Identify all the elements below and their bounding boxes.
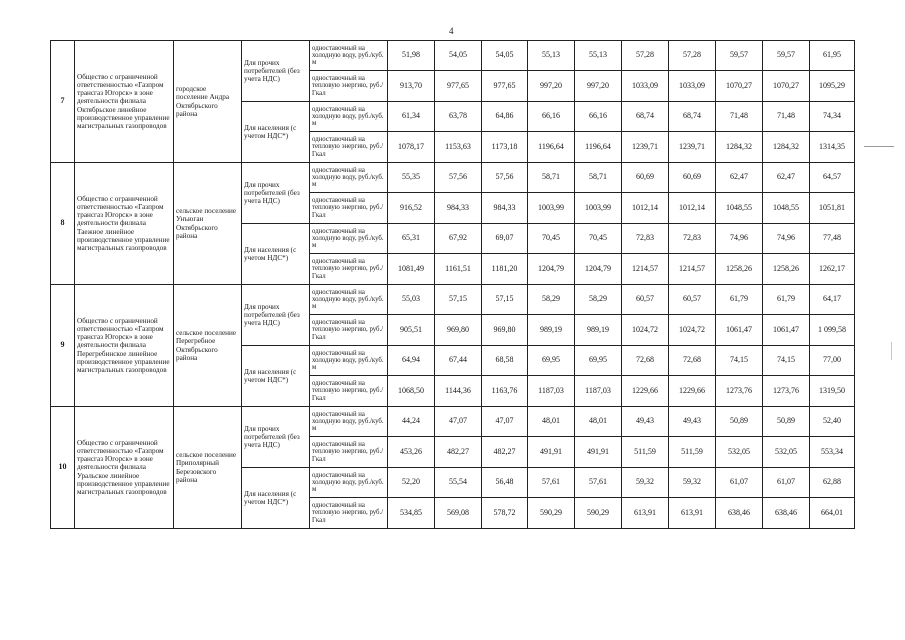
tariff-value: 613,91: [669, 498, 716, 529]
tariff-value: 64,86: [482, 102, 528, 132]
tariff-value: 66,16: [575, 102, 622, 132]
tariff-value: 1024,72: [622, 315, 669, 346]
tariff-value: 1196,64: [575, 132, 622, 163]
tariff-value: 1 099,58: [810, 315, 855, 346]
tariff-type: одноставочный на тепловую энергию, руб./ Гкал: [310, 315, 388, 346]
tariff-value: 1061,47: [763, 315, 810, 346]
tariff-value: 905,51: [388, 315, 435, 346]
tariff-value: 56,48: [482, 468, 528, 498]
tariff-value: 55,54: [435, 468, 482, 498]
tariff-type: одноставочный на холодную воду, руб./куб. м: [310, 41, 388, 71]
tariff-value: 1204,79: [575, 254, 622, 285]
tariff-type: одноставочный на холодную воду, руб./куб. м: [310, 346, 388, 376]
tariff-value: 68,74: [622, 102, 669, 132]
tariff-value: 61,79: [716, 285, 763, 315]
organization-name: Общество с ограниченной ответственностью «Газпром трансгаз Югорск» в зоне деятельности филиала Таежное линейное производственное управление магистральных газопроводов: [75, 163, 174, 285]
tariff-type: одноставочный на холодную воду, руб./куб. м: [310, 224, 388, 254]
tariff-value: 61,07: [716, 468, 763, 498]
tariff-value: 58,71: [575, 163, 622, 193]
tariff-value: 1144,36: [435, 376, 482, 407]
tariff-value: 1187,03: [528, 376, 575, 407]
tariff-value: 60,69: [622, 163, 669, 193]
tariff-value: 916,52: [388, 193, 435, 224]
tariff-value: 1048,55: [716, 193, 763, 224]
tariff-value: 50,89: [716, 407, 763, 437]
tariff-value: 578,72: [482, 498, 528, 529]
tariff-value: 1258,26: [763, 254, 810, 285]
tariff-value: 1081,49: [388, 254, 435, 285]
row-number: 10: [51, 407, 75, 529]
tariff-value: 68,58: [482, 346, 528, 376]
tariff-value: 1239,71: [669, 132, 716, 163]
tariff-value: 70,45: [528, 224, 575, 254]
tariff-value: 511,59: [669, 437, 716, 468]
tariff-value: 1070,27: [763, 71, 810, 102]
tariff-value: 70,45: [575, 224, 622, 254]
tariff-value: 74,96: [716, 224, 763, 254]
consumer-group: Для населения (с учетом НДС*): [242, 468, 310, 529]
tariff-value: 49,43: [622, 407, 669, 437]
tariff-value: 1163,76: [482, 376, 528, 407]
tariff-value: 1273,76: [763, 376, 810, 407]
tariff-value: 1214,57: [669, 254, 716, 285]
tariff-value: 977,65: [435, 71, 482, 102]
tariff-value: 50,89: [763, 407, 810, 437]
consumer-group: Для прочих потребителей (без учета НДС): [242, 41, 310, 102]
tariff-value: 482,27: [435, 437, 482, 468]
tariff-value: 1012,14: [669, 193, 716, 224]
tariff-value: 590,29: [528, 498, 575, 529]
tariff-value: 67,44: [435, 346, 482, 376]
tariff-value: 984,33: [435, 193, 482, 224]
tariff-value: 997,20: [575, 71, 622, 102]
tariff-type: одноставочный на тепловую энергию, руб./ Гкал: [310, 193, 388, 224]
tariff-value: 1095,29: [810, 71, 855, 102]
tariff-type: одноставочный на тепловую энергию, руб./ Гкал: [310, 254, 388, 285]
tariff-value: 491,91: [575, 437, 622, 468]
tariff-type: одноставочный на холодную воду, руб./куб. м: [310, 407, 388, 437]
tariff-value: 57,28: [622, 41, 669, 71]
table-row: [51, 285, 855, 315]
tariff-value: 453,26: [388, 437, 435, 468]
scan-mark: [864, 146, 894, 147]
settlement-name: сельское поселение Унъюган Октябрьского района: [174, 163, 242, 285]
consumer-group: Для прочих потребителей (без учета НДС): [242, 285, 310, 346]
tariff-value: 59,57: [716, 41, 763, 71]
tariff-value: 1196,64: [528, 132, 575, 163]
tariff-value: 49,43: [669, 407, 716, 437]
tariff-value: 1161,51: [435, 254, 482, 285]
tariff-value: 1061,47: [716, 315, 763, 346]
tariff-value: 1273,76: [716, 376, 763, 407]
tariff-value: 989,19: [528, 315, 575, 346]
tariff-value: 664,01: [810, 498, 855, 529]
tariff-table: [50, 40, 855, 529]
tariff-value: 55,13: [528, 41, 575, 71]
tariff-value: 58,29: [528, 285, 575, 315]
tariff-value: 61,95: [810, 41, 855, 71]
tariff-value: 989,19: [575, 315, 622, 346]
table-row: [51, 407, 855, 437]
tariff-value: 71,48: [763, 102, 810, 132]
tariff-value: 62,47: [763, 163, 810, 193]
tariff-value: 63,78: [435, 102, 482, 132]
tariff-value: 1284,32: [763, 132, 810, 163]
tariff-value: 532,05: [716, 437, 763, 468]
tariff-value: 74,34: [810, 102, 855, 132]
tariff-value: 55,03: [388, 285, 435, 315]
tariff-value: 62,47: [716, 163, 763, 193]
tariff-value: 54,05: [482, 41, 528, 71]
tariff-value: 913,70: [388, 71, 435, 102]
tariff-value: 1153,63: [435, 132, 482, 163]
tariff-value: 969,80: [435, 315, 482, 346]
tariff-value: 55,35: [388, 163, 435, 193]
table-row: [51, 163, 855, 193]
tariff-type: одноставочный на тепловую энергию, руб./ Гкал: [310, 71, 388, 102]
consumer-group: Для прочих потребителей (без учета НДС): [242, 407, 310, 468]
tariff-value: 64,94: [388, 346, 435, 376]
tariff-type: одноставочный на тепловую энергию, руб./ Гкал: [310, 437, 388, 468]
tariff-value: 1003,99: [575, 193, 622, 224]
tariff-value: 534,85: [388, 498, 435, 529]
tariff-value: 59,57: [763, 41, 810, 71]
tariff-value: 1012,14: [622, 193, 669, 224]
tariff-value: 47,07: [482, 407, 528, 437]
tariff-value: 1173,18: [482, 132, 528, 163]
table-row: [51, 41, 855, 71]
tariff-value: 52,40: [810, 407, 855, 437]
tariff-value: 1024,72: [669, 315, 716, 346]
tariff-value: 1051,81: [810, 193, 855, 224]
tariff-value: 1262,17: [810, 254, 855, 285]
tariff-value: 57,61: [528, 468, 575, 498]
tariff-value: 44,24: [388, 407, 435, 437]
settlement-name: сельское поселение Перегребное Октябрьского района: [174, 285, 242, 407]
tariff-value: 984,33: [482, 193, 528, 224]
tariff-value: 1187,03: [575, 376, 622, 407]
tariff-value: 1068,50: [388, 376, 435, 407]
tariff-value: 61,79: [763, 285, 810, 315]
tariff-value: 51,98: [388, 41, 435, 71]
row-number: 8: [51, 163, 75, 285]
tariff-value: 58,71: [528, 163, 575, 193]
tariff-value: 48,01: [528, 407, 575, 437]
tariff-value: 64,17: [810, 285, 855, 315]
tariff-value: 61,07: [763, 468, 810, 498]
tariff-type: одноставочный на тепловую энергию, руб./ Гкал: [310, 132, 388, 163]
tariff-value: 638,46: [763, 498, 810, 529]
row-number: 7: [51, 41, 75, 163]
tariff-value: 65,31: [388, 224, 435, 254]
tariff-value: 72,68: [622, 346, 669, 376]
tariff-value: 55,13: [575, 41, 622, 71]
tariff-value: 1319,50: [810, 376, 855, 407]
tariff-value: 1033,09: [669, 71, 716, 102]
tariff-value: 1284,32: [716, 132, 763, 163]
settlement-name: сельское поселение Приполярный Березовского района: [174, 407, 242, 529]
tariff-value: 54,05: [435, 41, 482, 71]
tariff-type: одноставочный на холодную воду, руб./куб. м: [310, 102, 388, 132]
tariff-value: 613,91: [622, 498, 669, 529]
tariff-value: 1239,71: [622, 132, 669, 163]
tariff-value: 1214,57: [622, 254, 669, 285]
page-number: 4: [449, 26, 454, 36]
tariff-value: 59,32: [669, 468, 716, 498]
tariff-value: 1258,26: [716, 254, 763, 285]
tariff-type: одноставочный на тепловую энергию, руб./ Гкал: [310, 498, 388, 529]
tariff-value: 511,59: [622, 437, 669, 468]
tariff-value: 61,34: [388, 102, 435, 132]
scan-mark: [891, 342, 892, 360]
tariff-value: 1078,17: [388, 132, 435, 163]
tariff-value: 1003,99: [528, 193, 575, 224]
tariff-value: 1033,09: [622, 71, 669, 102]
tariff-value: 72,83: [622, 224, 669, 254]
consumer-group: Для прочих потребителей (без учета НДС): [242, 163, 310, 224]
tariff-value: 57,56: [435, 163, 482, 193]
tariff-value: 57,28: [669, 41, 716, 71]
tariff-value: 532,05: [763, 437, 810, 468]
tariff-value: 59,32: [622, 468, 669, 498]
tariff-value: 1314,35: [810, 132, 855, 163]
tariff-value: 1070,27: [716, 71, 763, 102]
tariff-value: 77,00: [810, 346, 855, 376]
tariff-value: 69,95: [575, 346, 622, 376]
row-number: 9: [51, 285, 75, 407]
tariff-value: 74,96: [763, 224, 810, 254]
organization-name: Общество с ограниченной ответственностью «Газпром трансгаз Югорск» в зоне деятельности филиала Октябрьское линейное производственное управление магистральных газопроводов: [75, 41, 174, 163]
tariff-value: 57,56: [482, 163, 528, 193]
tariff-value: 57,15: [435, 285, 482, 315]
tariff-value: 71,48: [716, 102, 763, 132]
tariff-value: 69,07: [482, 224, 528, 254]
organization-name: Общество с ограниченной ответственностью «Газпром трансгаз Югорск» в зоне деятельности филиала Перегребинское линейное производственное управление магистральных газопроводов: [75, 285, 174, 407]
tariff-value: 58,29: [575, 285, 622, 315]
tariff-value: 1204,79: [528, 254, 575, 285]
organization-name: Общество с ограниченной ответственностью «Газпром трансгаз Югорск» в зоне деятельности филиала Уральское линейное производственное управление магистральных газопроводов: [75, 407, 174, 529]
tariff-value: 74,15: [716, 346, 763, 376]
tariff-type: одноставочный на холодную воду, руб./куб. м: [310, 163, 388, 193]
tariff-value: 69,95: [528, 346, 575, 376]
tariff-type: одноставочный на холодную воду, руб./куб. м: [310, 468, 388, 498]
tariff-value: 482,27: [482, 437, 528, 468]
tariff-type: одноставочный на холодную воду, руб./куб. м: [310, 285, 388, 315]
tariff-value: 1229,66: [622, 376, 669, 407]
tariff-type: одноставочный на тепловую энергию, руб./ Гкал: [310, 376, 388, 407]
consumer-group: Для населения (с учетом НДС*): [242, 102, 310, 163]
tariff-value: 1181,20: [482, 254, 528, 285]
tariff-value: 66,16: [528, 102, 575, 132]
tariff-value: 1048,55: [763, 193, 810, 224]
tariff-value: 64,57: [810, 163, 855, 193]
tariff-value: 997,20: [528, 71, 575, 102]
tariff-value: 60,69: [669, 163, 716, 193]
tariff-value: 569,08: [435, 498, 482, 529]
tariff-value: 77,48: [810, 224, 855, 254]
tariff-value: 67,92: [435, 224, 482, 254]
tariff-value: 48,01: [575, 407, 622, 437]
tariff-value: 52,20: [388, 468, 435, 498]
tariff-value: 553,34: [810, 437, 855, 468]
tariff-value: 57,15: [482, 285, 528, 315]
tariff-value: 72,68: [669, 346, 716, 376]
consumer-group: Для населения (с учетом НДС*): [242, 224, 310, 285]
tariff-value: 60,57: [669, 285, 716, 315]
tariff-value: 638,46: [716, 498, 763, 529]
tariff-value: 68,74: [669, 102, 716, 132]
tariff-value: 1229,66: [669, 376, 716, 407]
tariff-value: 590,29: [575, 498, 622, 529]
settlement-name: городское поселение Андра Октябрьского района: [174, 41, 242, 163]
tariff-value: 491,91: [528, 437, 575, 468]
tariff-value: 977,65: [482, 71, 528, 102]
tariff-value: 62,88: [810, 468, 855, 498]
tariff-value: 47,07: [435, 407, 482, 437]
tariff-value: 72,83: [669, 224, 716, 254]
tariff-value: 60,57: [622, 285, 669, 315]
tariff-value: 57,61: [575, 468, 622, 498]
tariff-value: 969,80: [482, 315, 528, 346]
tariff-value: 74,15: [763, 346, 810, 376]
consumer-group: Для населения (с учетом НДС*): [242, 346, 310, 407]
